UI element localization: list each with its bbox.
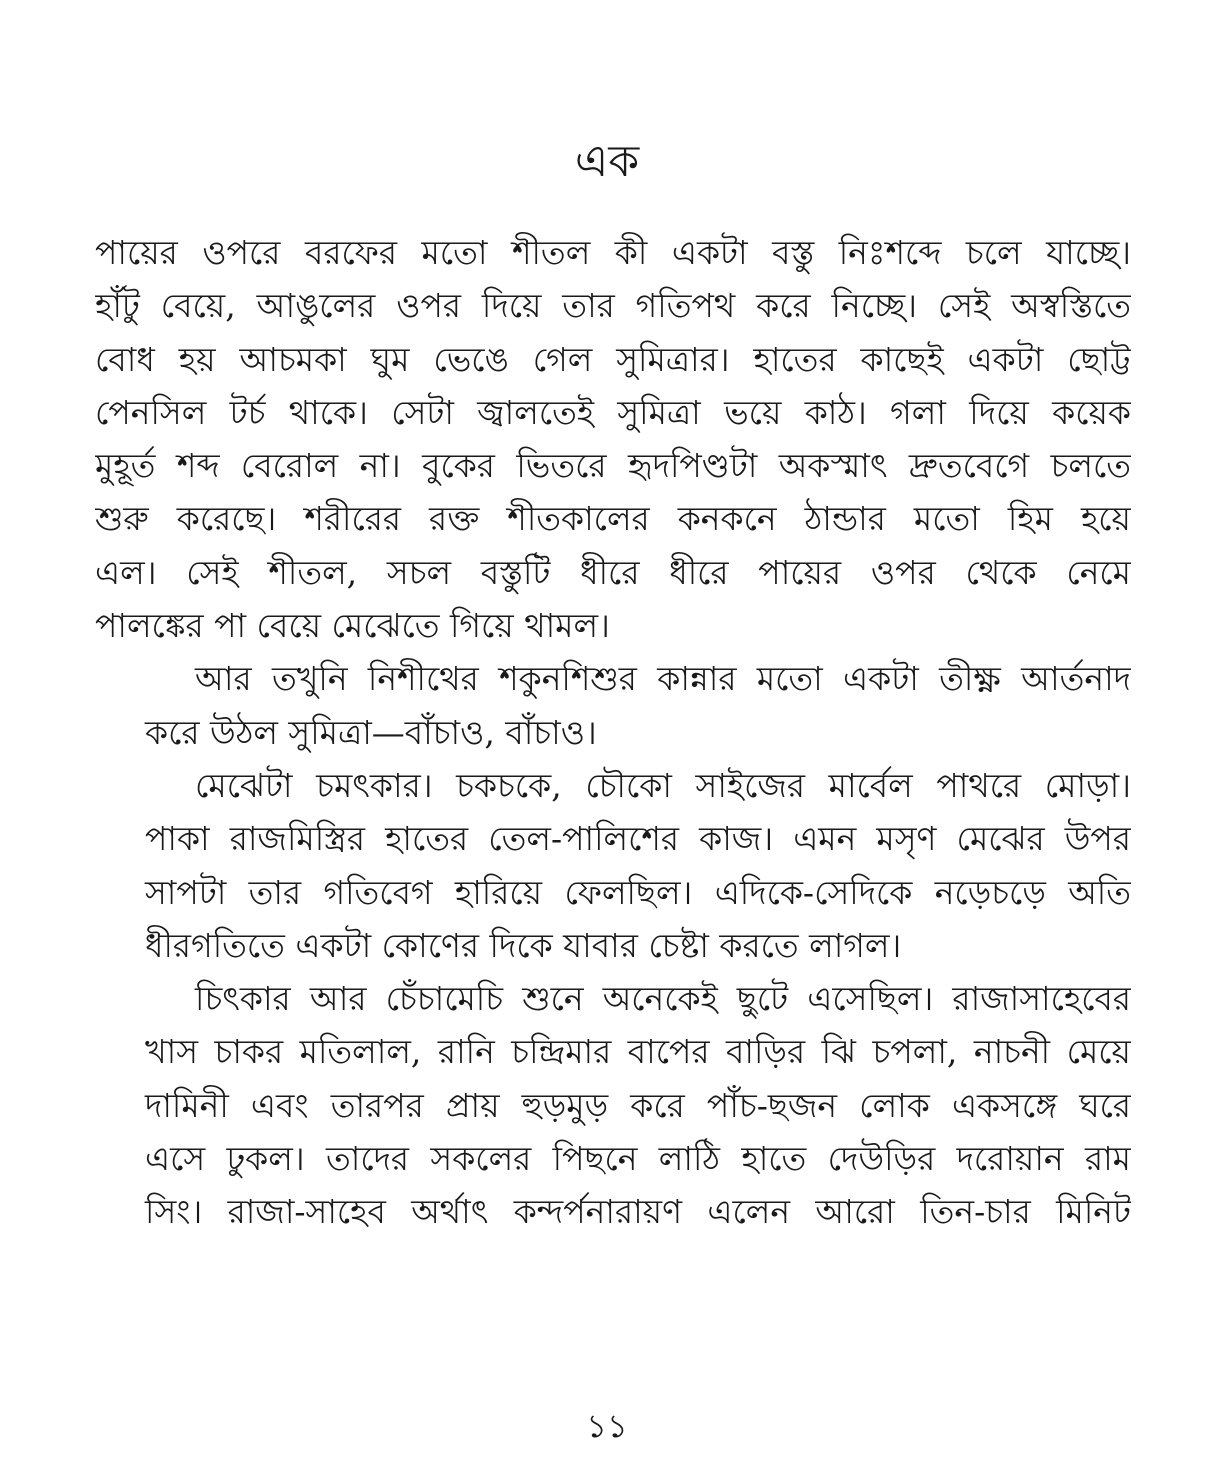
- text-line: পালঙ্কের পা বেয়ে মেঝেতে গিয়ে থামল।: [95, 606, 610, 646]
- text-line: হাঁটু বেয়ে, আঙুলের ওপর দিয়ে তার গতিপথ করে নিচ্ছে। সেই অস্বস্তিতে: [95, 286, 1131, 326]
- chapter-body: [95, 226, 1131, 1239]
- text-line: চিৎকার আর চেঁচামেচি শুনে অনেকেই ছুটে এসেছিল। রাজাসাহেবের: [195, 979, 1131, 1019]
- text-line: আর তখুনি নিশীথের শকুনশিশুর কান্নার মতো একটা তীক্ষ্ণ আর্তনাদ: [195, 659, 1131, 699]
- text-line: সাপটা তার গতিবেগ হারিয়ে ফেলছিল। এদিকে-সেদিকে নড়েচড়ে অতি: [145, 872, 1131, 912]
- text-line: পাকা রাজমিস্ত্রির হাতের তেল-পালিশের কাজ। এমন মসৃণ মেঝের উপর: [145, 819, 1131, 859]
- text-line: দামিনী এবং তারপর প্রায় হুড়মুড় করে পাঁচ-ছজন লোক একসঙ্গে ঘরে: [145, 1085, 1131, 1125]
- text-line: করে উঠল সুমিত্রা—বাঁচাও, বাঁচাও।: [145, 712, 597, 752]
- paragraph: [95, 972, 1131, 1238]
- text-line: মুহূর্ত শব্দ বেরোল না। বুকের ভিতরে হৃদপিণ্ডটা অকস্মাৎ দ্রুতবেগে চলতে: [95, 446, 1131, 486]
- text-line: মেঝেটা চমৎকার। চকচকে, চৌকো সাইজের মার্বেল পাথরে মোড়া।: [195, 765, 1131, 805]
- text-line: সিং। রাজা-সাহেব অর্থাৎ কন্দর্পনারায়ণ এলেন আরো তিন-চার মিনিট: [145, 1192, 1131, 1232]
- text-line: পেনসিল টর্চ থাকে। সেটা জ্বালতেই সুমিত্রা ভয়ে কাঠ। গলা দিয়ে কয়েক: [95, 392, 1131, 432]
- paragraph: [95, 759, 1131, 972]
- text-line: শুরু করেছে। শরীরের রক্ত শীতকালের কনকনে ঠান্ডার মতো হিম হয়ে: [95, 499, 1131, 539]
- paragraph: [95, 652, 1131, 759]
- text-line: বোধ হয় আচমকা ঘুম ভেঙে গেল সুমিত্রার। হাতের কাছেই একটা ছোট্ট: [95, 339, 1131, 379]
- page-number: ১১: [586, 1407, 628, 1445]
- text-line: এসে ঢুকল। তাদের সকলের পিছনে লাঠি হাতে দেউড়ির দরোয়ান রাম: [145, 1139, 1131, 1179]
- text-line: এল। সেই শীতল, সচল বস্তুটি ধীরে ধীরে পায়ের ওপর থেকে নেমে: [95, 552, 1131, 592]
- text-line: খাস চাকর মতিলাল, রানি চন্দ্রিমার বাপের বাড়ির ঝি চপলা, নাচনী মেয়ে: [145, 1032, 1131, 1072]
- text-line: পায়ের ওপরে বরফের মতো শীতল কী একটা বস্তু নিঃশব্দে চলে যাচ্ছে।: [95, 233, 1131, 272]
- text-line: ধীরগতিতে একটা কোণের দিকে যাবার চেষ্টা করতে লাগল।: [145, 925, 902, 965]
- paragraph: [95, 226, 1131, 652]
- chapter-title: এক: [574, 136, 640, 187]
